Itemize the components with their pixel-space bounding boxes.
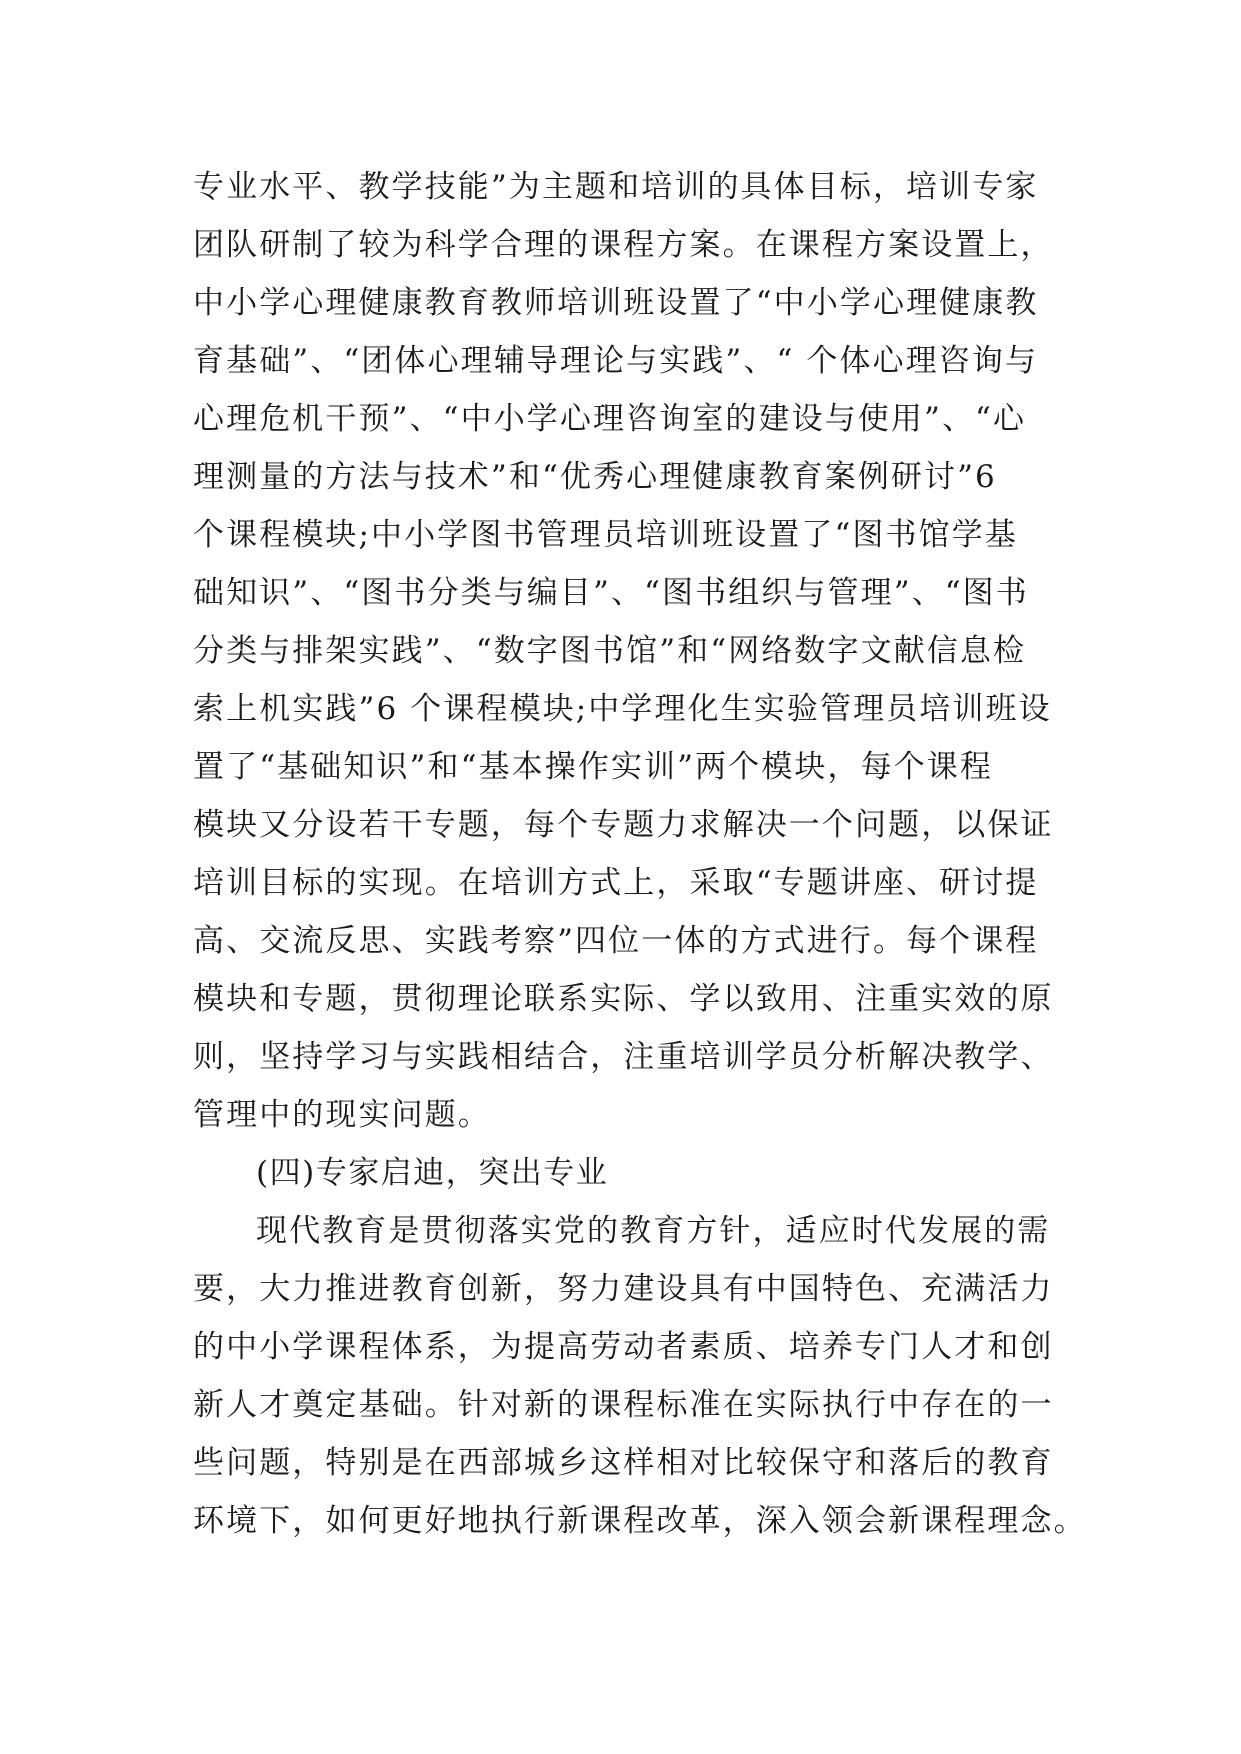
paragraph-line: 础知识”、“图书分类与编目”、“图书组织与管理”、“图书 [193,575,1029,611]
paragraph-line: 分类与排架实践”、“数字图书馆”和“网络数字文献信息检 [193,633,1027,669]
paragraph-line: 模块又分设若干专题，每个专题力求解决一个问题，以保证 [193,807,1054,843]
paragraph-1 [193,158,1093,1144]
document-body [193,158,1093,1550]
paragraph-line: 些问题，特别是在西部城乡这样相对比较保守和落后的教育 [193,1445,1054,1481]
section-heading: (四)专家启迪，突出专业 [256,1155,609,1191]
paragraph-line: 管理中的现实问题。 [193,1097,491,1133]
paragraph-line: 专业水平、教学技能”为主题和培训的具体目标，培训专家 [193,169,1039,205]
paragraph-line: 培训目标的实现。在培训方式上，采取“专题讲座、研讨提 [193,865,1039,901]
paragraph-2 [193,1202,1093,1550]
paragraph-line: 模块和专题，贯彻理论联系实际、学以致用、注重实效的原 [193,981,1054,1017]
paragraph-line: 的中小学课程体系，为提高劳动者素质、培养专门人才和创 [193,1329,1054,1365]
paragraph-line: 育基础”、“团体心理辅导理论与实践”、“ 个体心理咨询与 [193,343,1039,379]
paragraph-line: 理测量的方法与技术”和“优秀心理健康教育案例研讨”6 [193,459,997,495]
paragraph-line: 则，坚持学习与实践相结合，注重培训学员分析解决教学、 [193,1039,1054,1075]
paragraph-line: 心理危机干预”、“中小学心理咨询室的建设与使用”、“心 [193,401,1027,437]
paragraph-line: 个课程模块;中小学图书管理员培训班设置了“图书馆学基 [193,517,1018,553]
paragraph-line: 现代教育是贯彻落实党的教育方针，适应时代发展的需 [256,1213,1051,1249]
paragraph-line: 高、交流反思、实践考察”四位一体的方式进行。每个课程 [193,923,1039,959]
paragraph-line: 索上机实践”6 个课程模块;中学理化生实验管理员培训班设 [193,691,1052,727]
paragraph-line: 新人才奠定基础。针对新的课程标准在实际执行中存在的一 [193,1387,1054,1423]
paragraph-line: 要，大力推进教育创新，努力建设具有中国特色、充满活力 [193,1271,1054,1307]
paragraph-line: 置了“基础知识”和“基本操作实训”两个模块，每个课程 [193,749,993,785]
paragraph-line: 中小学心理健康教育教师培训班设置了“中小学心理健康教 [193,285,1039,321]
paragraph-line: 环境下，如何更好地执行新课程改革，深入领会新课程理念。 [193,1503,1087,1539]
paragraph-line: 团队研制了较为科学合理的课程方案。在课程方案设置上， [193,227,1054,263]
